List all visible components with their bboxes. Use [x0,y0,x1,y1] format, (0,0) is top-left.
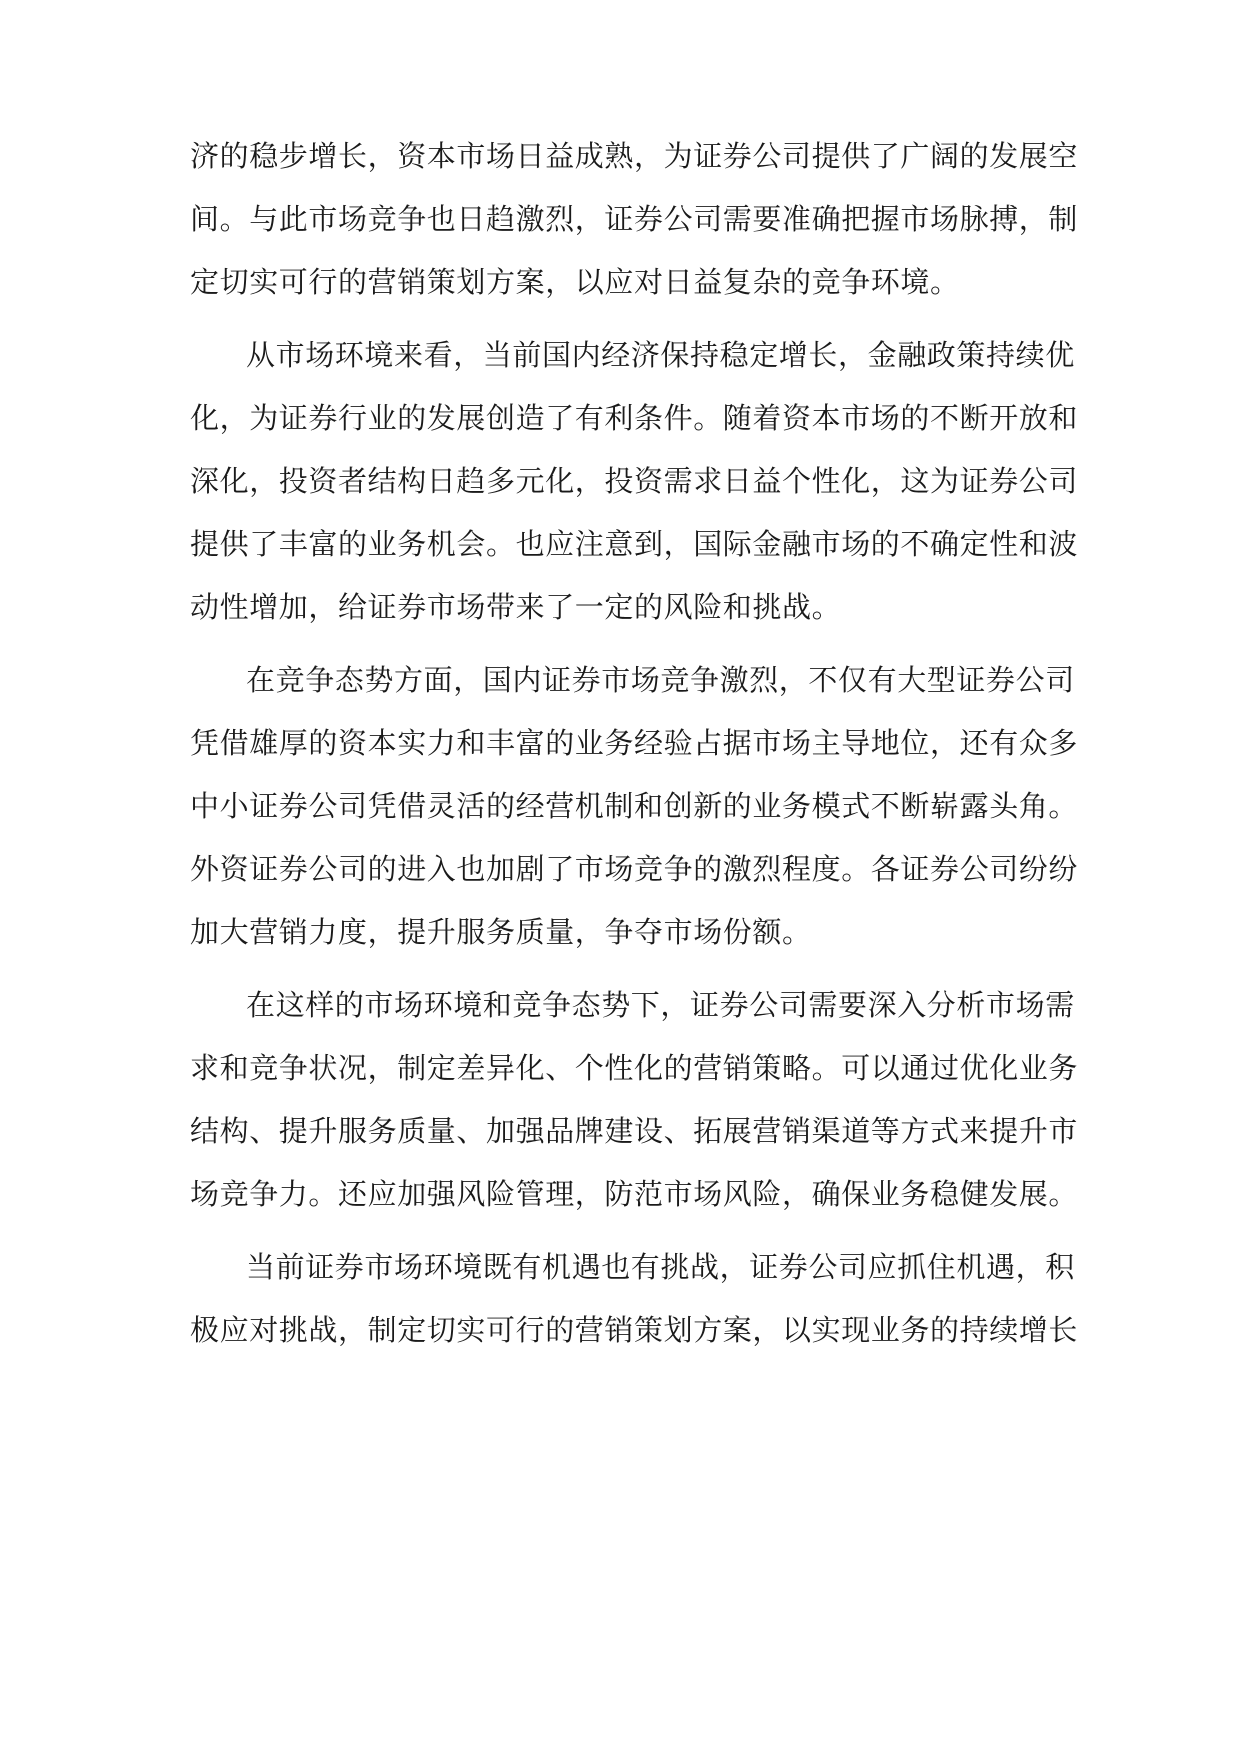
text-line: 动性增加，给证券市场带来了一定的风险和挑战。 [190,590,842,624]
text-line: 化，为证券行业的发展创造了有利条件。随着资本市场的不断开放和 [190,401,1079,435]
text-line: 提供了丰富的业务机会。也应注意到，国际金融市场的不确定性和波 [190,527,1079,561]
text-line: 结构、提升服务质量、加强品牌建设、拓展营销渠道等方式来提升市 [190,1114,1079,1148]
text-line: 场竞争力。还应加强风险管理，防范市场风险，确保业务稳健发展。 [190,1177,1079,1211]
text-line: 深化，投资者结构日趋多元化，投资需求日益个性化，这为证券公司 [190,464,1079,498]
text-line: 外资证券公司的进入也加剧了市场竞争的激烈程度。各证券公司纷纷 [190,852,1079,886]
text-line: 济的稳步增长，资本市场日益成熟，为证券公司提供了广阔的发展空 [190,139,1079,173]
text-line: 凭借雄厚的资本实力和丰富的业务经验占据市场主导地位，还有众多 [190,726,1079,760]
text-line: 极应对挑战，制定切实可行的营销策划方案，以实现业务的持续增长 [190,1313,1079,1347]
text-line: 从市场环境来看，当前国内经济保持稳定增长，金融政策持续优 [246,338,1075,372]
text-line: 加大营销力度，提升服务质量，争夺市场份额。 [190,915,812,949]
text-line: 在竞争态势方面，国内证券市场竞争激烈，不仅有大型证券公司 [246,663,1075,697]
text-line: 定切实可行的营销策划方案，以应对日益复杂的竞争环境。 [190,265,960,299]
text-line: 中小证券公司凭借灵活的经营机制和创新的业务模式不断崭露头角。 [190,789,1079,823]
text-line: 求和竞争状况，制定差异化、个性化的营销策略。可以通过优化业务 [190,1051,1079,1085]
text-line: 间。与此市场竞争也日趋激烈，证券公司需要准确把握市场脉搏，制 [190,202,1079,236]
text-line: 在这样的市场环境和竞争态势下，证券公司需要深入分析市场需 [246,988,1075,1022]
text-line: 当前证券市场环境既有机遇也有挑战，证券公司应抓住机遇，积 [246,1250,1075,1284]
